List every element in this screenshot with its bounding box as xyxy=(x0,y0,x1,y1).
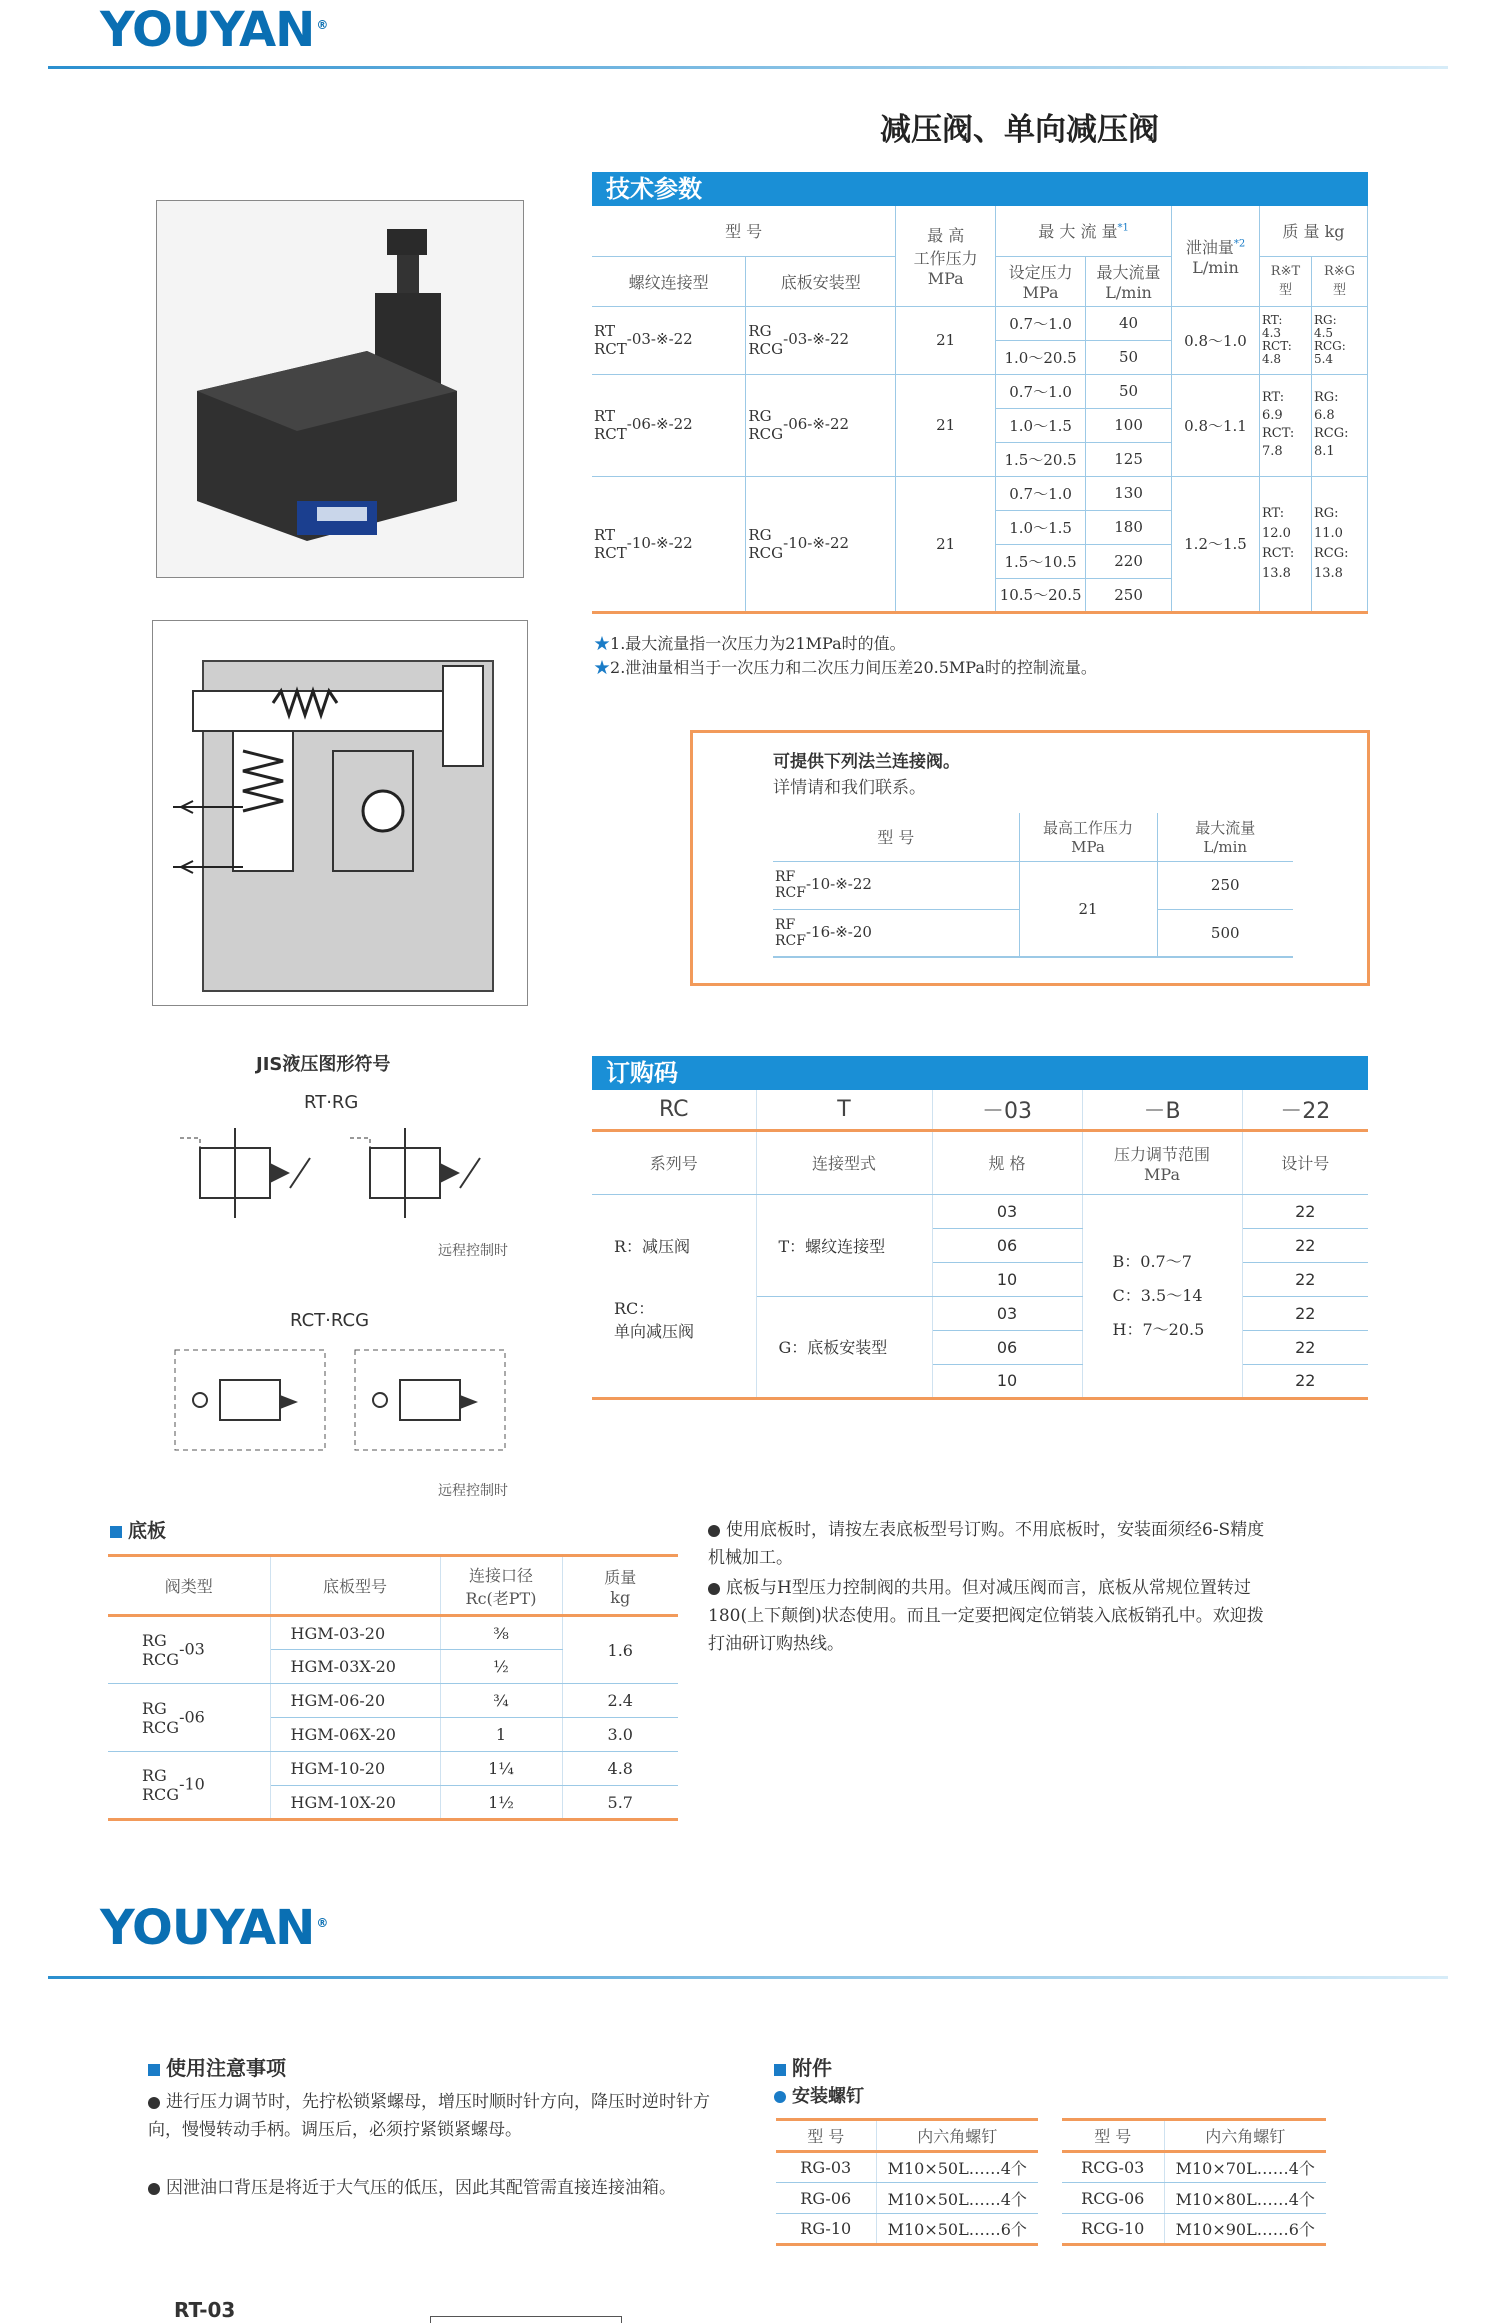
bp-type xyxy=(108,1752,270,1820)
max-flow: 180 xyxy=(1086,510,1172,544)
table-row xyxy=(592,476,1368,510)
bp-h-port: 连接口径 Rc(老PT) xyxy=(440,1556,562,1616)
order-size: 03 xyxy=(932,1194,1082,1228)
order-ranges xyxy=(1082,1194,1242,1398)
drain: 0.8～1.0 xyxy=(1172,306,1260,374)
note1-text: 1.最大流量指一次压力为21MPa时的值。 xyxy=(610,634,906,653)
table-row xyxy=(776,2152,1038,2183)
bp-port: ½ xyxy=(440,1650,562,1684)
max-flow: 130 xyxy=(1086,476,1172,510)
registered-mark: ® xyxy=(316,1916,328,1930)
bp-type-suffix: -10 xyxy=(179,1774,205,1794)
registered-mark: ® xyxy=(316,18,328,32)
h-thread: 螺纹连接型 xyxy=(592,256,746,306)
star-icon: ★ xyxy=(594,634,611,653)
flange-table xyxy=(773,813,1293,958)
thread-prefix: RT RCT xyxy=(594,407,627,443)
bp-model: HGM-10X-20 xyxy=(270,1786,440,1820)
max-flow: 50 xyxy=(1086,340,1172,374)
acc-model: RCG-10 xyxy=(1062,2214,1164,2245)
h-flow-text: 最 大 流 量 xyxy=(1038,222,1118,242)
flange-flow: 500 xyxy=(1157,909,1293,957)
square-bullet-icon xyxy=(774,2064,786,2076)
order-h-range: 压力调节范围 MPa xyxy=(1082,1130,1242,1194)
code-design: －22 xyxy=(1242,1090,1368,1130)
bp-model: HGM-03-20 xyxy=(270,1616,440,1650)
baseplate-title-text: 底板 xyxy=(128,1520,167,1542)
acc-bolt: M10×90L……6个 xyxy=(1175,2220,1315,2239)
jis-remote-2: 远程控制时 xyxy=(438,1483,508,1499)
header-divider-2 xyxy=(48,1976,1448,1979)
acc-bolt: M10×50L……4个 xyxy=(876,2152,1038,2183)
order-conn-t: T：螺纹连接型 xyxy=(756,1194,932,1296)
thread-model xyxy=(592,306,746,374)
caution-item-2 xyxy=(148,2174,718,2202)
flange-prefix: RF RCF xyxy=(775,869,806,901)
tech-table xyxy=(592,206,1368,614)
bp-port: 1 xyxy=(440,1718,562,1752)
table-row xyxy=(592,1194,1368,1228)
order-conn-g: G：底板安装型 xyxy=(756,1296,932,1398)
table-row xyxy=(1062,2214,1326,2245)
bp-type-prefix: RG RCG xyxy=(142,1698,180,1737)
baseplate-table xyxy=(108,1554,678,1821)
table-row xyxy=(773,861,1293,909)
thread-prefix: RT RCT xyxy=(594,525,627,562)
h-plate: 底板安装型 xyxy=(746,256,896,306)
order-design: 22 xyxy=(1242,1296,1368,1330)
order-h-series: 系列号 xyxy=(592,1130,756,1194)
order-title: 订购码 xyxy=(606,1059,678,1087)
bp-type xyxy=(108,1616,270,1684)
mass-rt: RT: 6.9 RCT: 7.8 xyxy=(1259,374,1311,476)
acc-bolt: M10×80L……4个 xyxy=(1164,2183,1326,2214)
order-design: 22 xyxy=(1242,1330,1368,1364)
acc-model: RCG-03 xyxy=(1062,2152,1164,2183)
plate-suffix: -10-※-22 xyxy=(783,533,850,552)
pressure: 21 xyxy=(896,306,996,374)
set-pressure: 1.5～10.5 xyxy=(996,544,1086,578)
note2-text: 2.泄油量相当于一次压力和二次压力间压差20.5MPa时的控制流量。 xyxy=(610,658,1097,677)
h-maxflow: 最大流量 L/min xyxy=(1086,256,1172,306)
flange-h-pressure: 最高工作压力 MPa xyxy=(1019,813,1157,861)
order-h-connection: 连接型式 xyxy=(756,1130,932,1194)
max-flow: 100 xyxy=(1086,408,1172,442)
flange-suffix: -10-※-22 xyxy=(805,875,872,893)
tech-title: 技术参数 xyxy=(606,175,702,203)
jis-label-1: RT·RG xyxy=(304,1092,359,1113)
cross-section-icon xyxy=(153,621,527,1005)
bp-h-mass: 质量 kg xyxy=(562,1556,678,1616)
circle-bullet-icon xyxy=(708,1525,720,1537)
plate-model xyxy=(746,306,896,374)
h-flow xyxy=(996,206,1172,256)
code-range: －B xyxy=(1082,1090,1242,1130)
max-flow: 250 xyxy=(1086,578,1172,612)
table-row xyxy=(776,2214,1038,2245)
order-size: 03 xyxy=(932,1296,1082,1330)
order-size: 06 xyxy=(932,1330,1082,1364)
table-row xyxy=(1062,2152,1326,2183)
acc-bolt: M10×70L……4个 xyxy=(1164,2152,1326,2183)
plate-prefix: RG RCG xyxy=(748,322,784,358)
thread-model xyxy=(592,476,746,612)
baseplate-note-2 xyxy=(708,1574,1268,1658)
drain: 0.8～1.1 xyxy=(1172,374,1260,476)
mass-rg: RG: 4.5 RCG: 5.4 xyxy=(1311,306,1367,374)
square-bullet-icon xyxy=(148,2064,160,2076)
page-title: 减压阀、单向减压阀 xyxy=(880,112,1159,148)
table-row xyxy=(592,306,1368,340)
thread-suffix: -06-※-22 xyxy=(626,415,693,433)
thread-suffix: -10-※-22 xyxy=(626,533,693,552)
table-row xyxy=(108,1684,678,1718)
h-pressure: 最 高 工作压力 MPa xyxy=(896,206,996,306)
set-pressure: 0.7～1.0 xyxy=(996,306,1086,340)
acc-model: RG-10 xyxy=(776,2214,876,2245)
acc-h-bolt: 内六角螺钉 xyxy=(876,2120,1038,2152)
plate-suffix: -03-※-22 xyxy=(783,330,850,348)
bp-mass: 2.4 xyxy=(562,1684,678,1718)
order-range-h: H：7～20.5 xyxy=(1112,1319,1205,1339)
order-section-header xyxy=(592,1056,1368,1090)
logo-text: YOUYAN xyxy=(100,1900,315,1956)
table-row xyxy=(776,2183,1038,2214)
h-set: 设定压力 MPa xyxy=(996,256,1086,306)
set-pressure: 1.5～20.5 xyxy=(996,442,1086,476)
mass-rg: RG: 6.8 RCG: 8.1 xyxy=(1311,374,1367,476)
set-pressure: 0.7～1.0 xyxy=(996,476,1086,510)
flange-box xyxy=(690,730,1370,986)
flange-flow: 250 xyxy=(1157,861,1293,909)
square-bullet-icon xyxy=(110,1526,122,1538)
cautions-title-text: 使用注意事项 xyxy=(166,2056,286,2080)
max-flow: 125 xyxy=(1086,442,1172,476)
code-series: RC xyxy=(592,1090,756,1130)
plate-suffix: -06-※-22 xyxy=(783,415,850,433)
flange-pressure: 21 xyxy=(1019,861,1157,957)
acc-bolt: M10×50L……6个 xyxy=(887,2220,1027,2239)
caution2-text: 因泄油口背压是将近于大气压的低压，因此其配管需直接连接油箱。 xyxy=(166,2178,676,2198)
jis-symbol-rt xyxy=(170,1118,530,1228)
product-photo xyxy=(156,200,524,578)
table-row xyxy=(108,1616,678,1650)
jis-label-2: RCT·RCG xyxy=(290,1310,370,1331)
acc-bolt: M10×50L……4个 xyxy=(876,2183,1038,2214)
h-drain-star: *2 xyxy=(1233,238,1246,250)
star-icon: ★ xyxy=(594,658,611,677)
bp-mass: 5.7 xyxy=(607,1792,633,1812)
table-row xyxy=(1062,2183,1326,2214)
accessories-sub xyxy=(774,2082,864,2108)
jis-remote-1: 远程控制时 xyxy=(438,1243,508,1259)
bp-mass: 1.6 xyxy=(562,1616,678,1684)
brand-logo-2 xyxy=(100,1900,327,1956)
order-range-c: C：3.5～14 xyxy=(1112,1285,1203,1305)
order-design: 22 xyxy=(1242,1228,1368,1262)
section-diagram xyxy=(152,620,528,1006)
acc-h-model: 型 号 xyxy=(776,2120,876,2152)
order-design: 22 xyxy=(1242,1262,1368,1296)
accessories-table-right xyxy=(1062,2118,1326,2246)
h-model: 型 号 xyxy=(592,206,896,256)
max-flow: 220 xyxy=(1086,544,1172,578)
flange-model xyxy=(773,861,1019,909)
table-row xyxy=(108,1752,678,1786)
drain: 1.2～1.5 xyxy=(1172,476,1260,612)
pressure: 21 xyxy=(896,374,996,476)
bp-type-prefix: RG RCG xyxy=(142,1766,180,1804)
valve-photo-icon xyxy=(157,201,523,577)
circle-bullet-icon xyxy=(708,1583,720,1595)
circle-bullet-icon xyxy=(148,2183,160,2195)
tech-note-1 xyxy=(594,632,906,656)
set-pressure: 1.0～1.5 xyxy=(996,510,1086,544)
order-design: 22 xyxy=(1242,1194,1368,1228)
plate-model xyxy=(746,374,896,476)
code-connection: T xyxy=(756,1090,932,1130)
bp-mass: 4.8 xyxy=(562,1752,678,1786)
order-table xyxy=(592,1090,1368,1400)
bp-type-prefix: RG RCG xyxy=(142,1631,180,1669)
flange-line1: 可提供下列法兰连接阀。 xyxy=(773,752,960,772)
plate-model xyxy=(746,476,896,612)
bp-model: HGM-03X-20 xyxy=(270,1650,440,1684)
plate-prefix: RG RCG xyxy=(748,525,784,562)
tech-note-2 xyxy=(594,656,1097,680)
bp-port: ¾ xyxy=(440,1684,562,1718)
flange-model xyxy=(773,909,1019,957)
order-series-rc: RC： 单向减压阀 xyxy=(592,1296,756,1398)
flange-h-model: 型 号 xyxy=(773,813,1019,861)
baseplate-note-1 xyxy=(708,1516,1268,1572)
accessories-sub-text: 安装螺钉 xyxy=(792,2086,864,2107)
bp-port: 1½ xyxy=(440,1786,562,1820)
acc-model: RCG-06 xyxy=(1062,2183,1164,2214)
logo-text: YOUYAN xyxy=(100,2,315,58)
bottom-label: RT-03 xyxy=(174,2298,236,2322)
order-size: 10 xyxy=(932,1364,1082,1398)
bp-mass: 3.0 xyxy=(562,1718,678,1752)
order-h-size: 规 格 xyxy=(932,1130,1082,1194)
mass-rg: RG: 11.0 RCG: 13.8 xyxy=(1311,476,1367,612)
accessories-table-left xyxy=(776,2118,1038,2246)
table-row xyxy=(592,374,1368,408)
accessories-title xyxy=(774,2052,832,2081)
mass-rt: RT: 12.0 RCT: 13.8 xyxy=(1259,476,1311,612)
h-drain-unit: L/min xyxy=(1192,257,1239,277)
header-divider xyxy=(48,66,1448,69)
bp-note1-text: 使用底板时，请按左表底板型号订购。不用底板时，安装面须经6-S精度机械加工。 xyxy=(708,1520,1265,1568)
caution-item-1 xyxy=(148,2088,718,2144)
cautions-title xyxy=(148,2052,286,2081)
code-size: －03 xyxy=(932,1090,1082,1130)
order-size: 10 xyxy=(932,1262,1082,1296)
bp-port: 1¼ xyxy=(440,1752,562,1786)
order-design: 22 xyxy=(1242,1364,1368,1398)
h-mass: 质 量 kg xyxy=(1259,206,1367,256)
set-pressure: 0.7～1.0 xyxy=(996,374,1086,408)
baseplate-title xyxy=(110,1516,166,1543)
h-rt: R※T 型 xyxy=(1259,256,1311,306)
acc-model: RG-03 xyxy=(776,2152,876,2183)
order-range-b: B：0.7～7 xyxy=(1112,1251,1192,1271)
order-h-design: 设计号 xyxy=(1242,1130,1368,1194)
circle-bullet-icon xyxy=(774,2091,786,2103)
caution1-text: 进行压力调节时，先拧松锁紧螺母，增压时顺时针方向，降压时逆时针方向，慢慢转动手柄。调压后，必须拧紧锁紧螺母。 xyxy=(148,2092,710,2140)
set-pressure: 10.5～20.5 xyxy=(996,578,1086,612)
accessories-title-text: 附件 xyxy=(792,2056,832,2080)
tech-section-header xyxy=(592,172,1368,206)
table-row xyxy=(592,1296,1368,1330)
brand-logo xyxy=(100,2,327,58)
bp-note2-text: 底板与H型压力控制阀的共用。但对减压阀而言，底板从常规位置转过180(上下颠倒)状态使用。而且一定要把阀定位销装入底板销孔中。欢迎拨打油研订购热线。 xyxy=(708,1578,1264,1654)
acc-h-model: 型 号 xyxy=(1062,2120,1164,2152)
circle-bullet-icon xyxy=(148,2097,160,2109)
flange-h-flow: 最大流量 L/min xyxy=(1157,813,1293,861)
pressure: 21 xyxy=(896,476,996,612)
bp-model: HGM-06-20 xyxy=(270,1684,440,1718)
bp-type-suffix: -03 xyxy=(179,1639,205,1659)
plate-prefix: RG RCG xyxy=(748,407,784,443)
bp-h-model: 底板型号 xyxy=(270,1556,440,1616)
thread-prefix: RT RCT xyxy=(594,322,627,358)
bp-model: HGM-10-20 xyxy=(270,1752,440,1786)
h-drain-text: 泄油量 xyxy=(1185,237,1234,257)
bp-model: HGM-06X-20 xyxy=(270,1718,440,1752)
h-flow-star: *1 xyxy=(1117,222,1129,234)
flange-suffix: -16-※-20 xyxy=(805,922,872,941)
order-series-r: R：减压阀 xyxy=(592,1194,756,1296)
set-pressure: 1.0～1.5 xyxy=(996,408,1086,442)
max-flow: 40 xyxy=(1086,306,1172,340)
acc-h-bolt: 内六角螺钉 xyxy=(1164,2120,1326,2152)
bp-type xyxy=(108,1684,270,1752)
jis-title: JIS液压图形符号 xyxy=(256,1054,391,1075)
set-pressure: 1.0～20.5 xyxy=(996,340,1086,374)
jis-symbol-rct xyxy=(170,1340,530,1460)
bp-port: ⅜ xyxy=(440,1616,562,1650)
bp-type-suffix: -06 xyxy=(179,1707,205,1726)
mass-rt: RT: 4.3 RCT: 4.8 xyxy=(1259,306,1311,374)
thread-suffix: -03-※-22 xyxy=(626,330,693,348)
max-flow: 50 xyxy=(1086,374,1172,408)
bp-h-type: 阀类型 xyxy=(108,1556,270,1616)
flange-prefix: RF RCF xyxy=(775,916,806,949)
h-drain xyxy=(1172,206,1260,306)
flange-line2: 详情请和我们联系。 xyxy=(773,778,926,798)
acc-model: RG-06 xyxy=(776,2183,876,2214)
order-size: 06 xyxy=(932,1228,1082,1262)
h-rg: R※G 型 xyxy=(1311,256,1367,306)
thread-model xyxy=(592,374,746,476)
